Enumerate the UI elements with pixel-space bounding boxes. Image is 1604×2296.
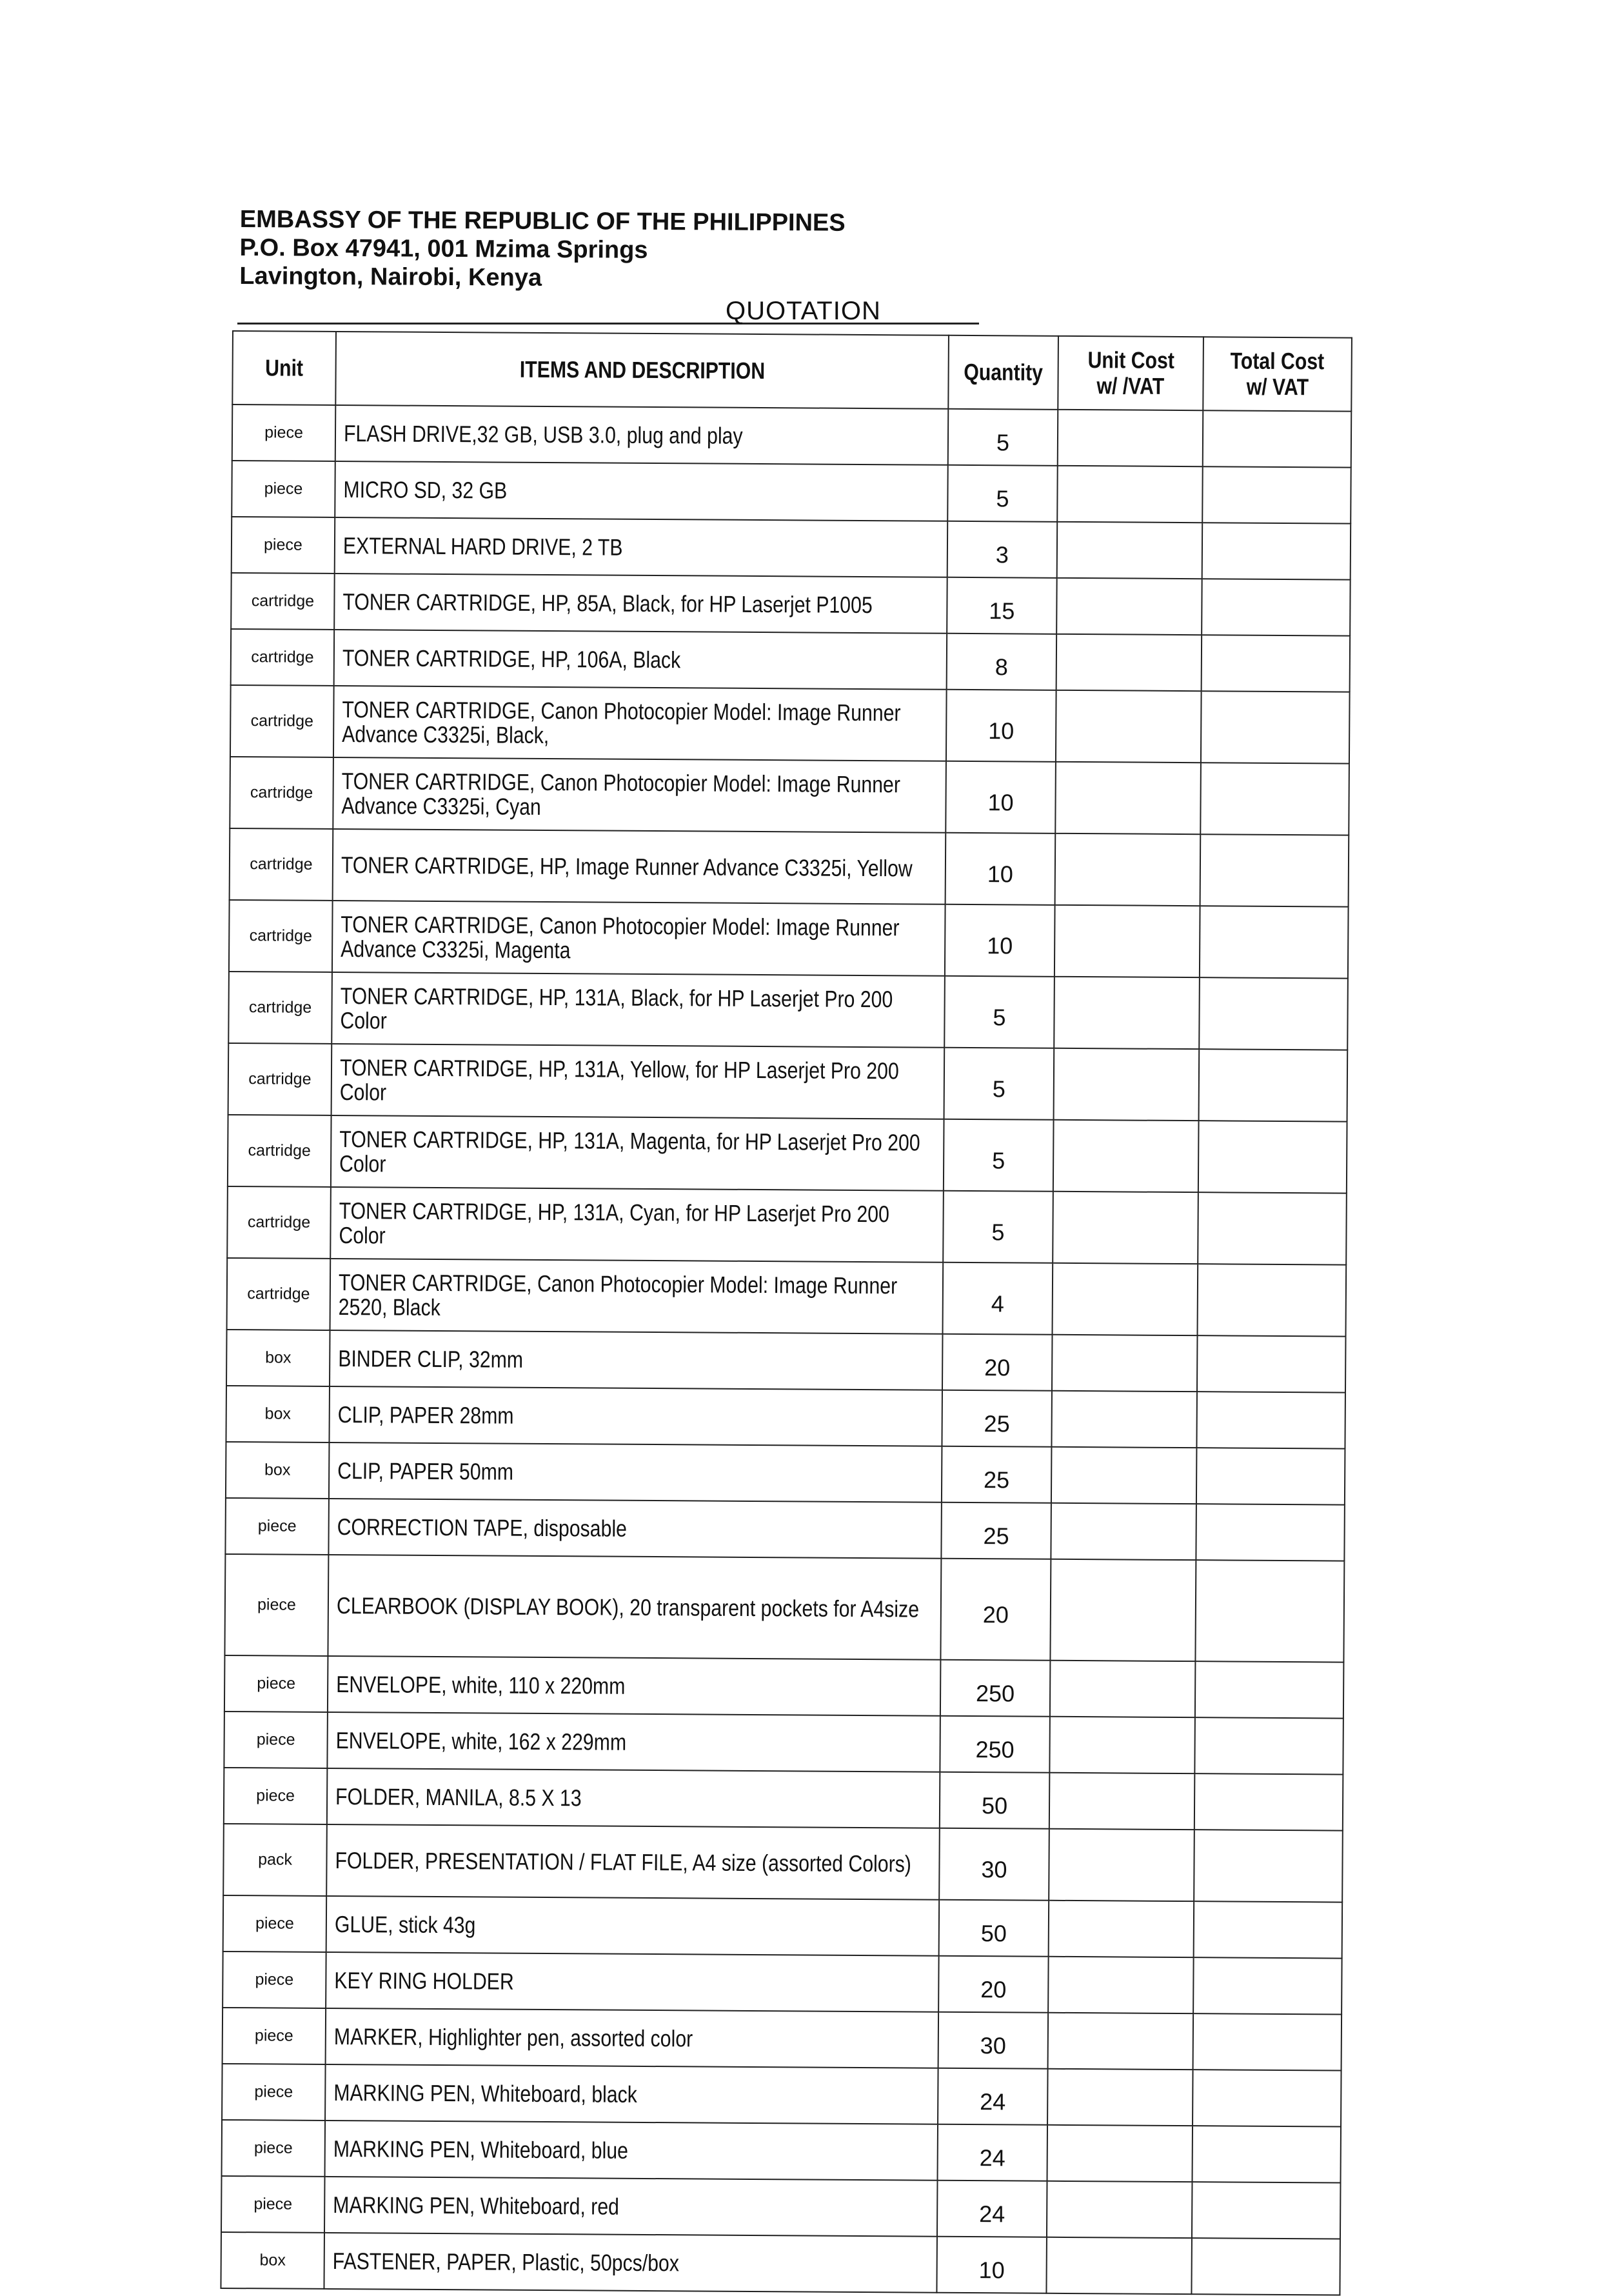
- unit-cost-cell: [1054, 977, 1200, 1049]
- quantity-cell: 25: [941, 1502, 1051, 1559]
- total-cost-cell: [1201, 691, 1350, 763]
- unit-cost-cell: [1056, 690, 1202, 763]
- unit-cost-cell: [1049, 1829, 1194, 1901]
- quotation-table: [220, 330, 1352, 2296]
- unit-cost-cell: [1053, 1120, 1199, 1192]
- item-description: CLIP, PAPER 50mm: [329, 1442, 942, 1502]
- total-cost-cell: [1195, 1661, 1344, 1718]
- column-header-total-cost: Total Cost w/ VAT: [1203, 337, 1352, 411]
- table-row: [227, 1186, 1347, 1265]
- quantity-cell: 24: [938, 2124, 1048, 2181]
- item-description: MARKING PEN, Whiteboard, red: [324, 2177, 938, 2237]
- unit-cost-cell: [1047, 2125, 1193, 2182]
- item-description: MICRO SD, 32 GB: [335, 461, 948, 521]
- total-cost-cell: [1196, 1448, 1345, 1504]
- table-row: [223, 1952, 1342, 2015]
- unit-cell: piece: [221, 2176, 325, 2233]
- table-row: [227, 1258, 1347, 1337]
- item-description: TONER CARTRIDGE, HP, 106A, Black: [334, 630, 947, 690]
- unit-cell: cartridge: [231, 573, 335, 630]
- quantity-cell: 24: [938, 2068, 1048, 2125]
- unit-cell: box: [221, 2232, 324, 2289]
- table-row: [228, 1043, 1348, 1122]
- unit-cost-cell: [1046, 2237, 1192, 2294]
- item-description: TONER CARTRIDGE, HP, Image Runner Advance C3325i, Yellow: [333, 829, 946, 904]
- unit-cost-cell: [1050, 1559, 1196, 1661]
- quantity-cell: 10: [945, 904, 1055, 977]
- column-header-quantity: Quantity: [948, 335, 1058, 410]
- total-cost-cell: [1193, 2070, 1342, 2126]
- page-title: QUOTATION: [726, 297, 881, 325]
- embassy-name: EMBASSY OF THE REPUBLIC OF THE PHILIPPINES: [239, 205, 846, 237]
- letterhead: [239, 205, 846, 294]
- item-description: EXTERNAL HARD DRIVE, 2 TB: [335, 517, 948, 577]
- total-cost-cell: [1198, 1264, 1347, 1336]
- table-row: [231, 629, 1350, 692]
- table-row: [222, 2120, 1341, 2183]
- unit-cell: piece: [232, 461, 335, 517]
- unit-cost-cell: [1048, 1957, 1194, 2013]
- unit-cost-cell: [1051, 1503, 1196, 1560]
- quantity-cell: 30: [939, 1828, 1049, 1901]
- quantity-cell: 15: [947, 577, 1057, 634]
- total-cost-cell: [1202, 579, 1351, 635]
- total-cost-cell: [1200, 763, 1349, 835]
- item-description: FASTENER, PAPER, Plastic, 50pcs/box: [324, 2233, 937, 2293]
- total-cost-cell: [1194, 1830, 1343, 1902]
- quantity-cell: 10: [936, 2237, 1047, 2293]
- unit-cell: piece: [222, 2064, 326, 2121]
- table-row: [226, 1442, 1345, 1505]
- item-description: TONER CARTRIDGE, HP, 131A, Magenta, for HP Laserjet Pro 200 Color: [331, 1115, 944, 1191]
- quantity-cell: 250: [940, 1716, 1050, 1773]
- unit-cell: piece: [232, 517, 335, 574]
- quantity-cell: 20: [942, 1334, 1053, 1391]
- table-row: [224, 1768, 1343, 1831]
- unit-cell: cartridge: [228, 972, 332, 1044]
- unit-cost-cell: [1049, 1717, 1195, 1773]
- total-cost-cell: [1202, 523, 1351, 579]
- unit-cell: piece: [224, 1712, 328, 1768]
- item-description: TONER CARTRIDGE, HP, 131A, Yellow, for HP Laserjet Pro 200 Color: [332, 1044, 945, 1119]
- unit-cell: cartridge: [228, 1115, 332, 1187]
- unit-cell: box: [226, 1442, 330, 1499]
- table-row: [231, 573, 1350, 636]
- embassy-po-box: P.O. Box 47941, 001 Mzima Springs: [239, 234, 648, 264]
- table-row: [232, 517, 1351, 580]
- table-row: [232, 404, 1351, 468]
- unit-cost-cell: [1054, 905, 1200, 977]
- quantity-cell: 3: [947, 521, 1058, 578]
- unit-cost-cell: [1056, 578, 1202, 635]
- quantity-cell: 10: [946, 690, 1056, 762]
- table-row: [229, 900, 1349, 979]
- unit-cell: piece: [224, 1768, 328, 1824]
- unit-cost-cell: [1055, 762, 1201, 834]
- quantity-cell: 5: [943, 1191, 1053, 1263]
- table-row: [225, 1498, 1344, 1561]
- unit-cost-cell: [1057, 522, 1203, 579]
- quantity-cell: 20: [940, 1559, 1051, 1661]
- item-description: TONER CARTRIDGE, HP, 131A, Black, for HP Laserjet Pro 200 Color: [332, 972, 945, 1048]
- quantity-cell: 10: [946, 761, 1056, 834]
- unit-cell: piece: [223, 2008, 326, 2064]
- item-description: CORRECTION TAPE, disposable: [328, 1499, 942, 1559]
- item-description: CLEARBOOK (DISPLAY BOOK), 20 transparent pockets for A4size: [328, 1555, 941, 1660]
- item-description: FOLDER, PRESENTATION / FLAT FILE, A4 size (assorted Colors): [326, 1824, 940, 1900]
- total-cost-cell: [1196, 1504, 1345, 1561]
- unit-cell: piece: [224, 1554, 328, 1656]
- total-cost-cell: [1194, 1773, 1343, 1830]
- unit-cell: cartridge: [230, 757, 333, 829]
- quantity-cell: 5: [948, 409, 1058, 466]
- item-description: MARKER, Highlighter pen, assorted color: [326, 2008, 939, 2068]
- table-row: [230, 757, 1349, 835]
- unit-cost-cell: [1047, 2069, 1193, 2126]
- unit-cell: cartridge: [228, 1043, 332, 1115]
- quantity-cell: 5: [944, 1119, 1054, 1192]
- unit-cell: cartridge: [230, 685, 334, 757]
- quantity-cell: 50: [939, 1900, 1049, 1957]
- table-row: [223, 1895, 1342, 1959]
- unit-cell: piece: [225, 1498, 329, 1555]
- total-cost-cell: [1200, 834, 1349, 906]
- unit-cost-cell: [1049, 1773, 1195, 1830]
- item-description: MARKING PEN, Whiteboard, black: [325, 2064, 938, 2124]
- unit-cost-cell: [1053, 1192, 1198, 1264]
- item-description: KEY RING HOLDER: [326, 1952, 939, 2012]
- total-cost-cell: [1202, 466, 1351, 523]
- total-cost-cell: [1192, 2182, 1341, 2239]
- unit-cost-cell: [1050, 1661, 1196, 1717]
- unit-cost-cell: [1047, 2181, 1193, 2238]
- quantity-cell: 5: [944, 1048, 1054, 1120]
- unit-cost-cell: [1057, 466, 1203, 523]
- unit-cost-cell: [1051, 1391, 1197, 1448]
- unit-cost-cell: [1056, 634, 1202, 691]
- item-description: TONER CARTRIDGE, Canon Photocopier Model: Image Runner Advance C3325i, Magenta: [332, 901, 946, 976]
- quantity-cell: 10: [946, 833, 1056, 905]
- unit-cost-cell: [1058, 410, 1203, 466]
- table-row: [221, 2232, 1340, 2295]
- item-description: MARKING PEN, Whiteboard, blue: [325, 2121, 938, 2181]
- unit-cell: pack: [223, 1824, 327, 1896]
- item-description: ENVELOPE, white, 110 x 220mm: [328, 1656, 941, 1716]
- item-description: FLASH DRIVE,32 GB, USB 3.0, plug and play: [335, 405, 949, 465]
- item-description: BINDER CLIP, 32mm: [330, 1330, 943, 1390]
- unit-cell: cartridge: [229, 900, 333, 972]
- quantity-cell: 20: [938, 1956, 1049, 2013]
- unit-cell: piece: [223, 1895, 327, 1952]
- unit-cost-cell: [1048, 2013, 1194, 2070]
- quantity-cell: 4: [943, 1263, 1053, 1335]
- unit-cell: box: [226, 1386, 330, 1442]
- unit-cell: piece: [223, 1952, 326, 2008]
- item-description: CLIP, PAPER 28mm: [329, 1386, 942, 1446]
- item-description: ENVELOPE, white, 162 x 229mm: [327, 1712, 940, 1772]
- total-cost-cell: [1197, 1335, 1346, 1392]
- unit-cost-cell: [1054, 1048, 1200, 1121]
- table-row: [224, 1554, 1344, 1662]
- column-header-items: ITEMS AND DESCRIPTION: [335, 332, 949, 409]
- table-row: [223, 2008, 1342, 2071]
- table-row: [230, 828, 1349, 907]
- table-row: [232, 461, 1351, 524]
- column-header-unit-cost: Unit Cost w/ /VAT: [1058, 336, 1203, 410]
- item-description: TONER CARTRIDGE, Canon Photocopier Model: Image Runner Advance C3325i, Black,: [333, 686, 947, 761]
- table-header-row: [232, 331, 1352, 412]
- table-row: [228, 972, 1348, 1050]
- total-cost-cell: [1199, 1049, 1348, 1121]
- quantity-cell: 25: [942, 1446, 1052, 1503]
- total-cost-cell: [1203, 410, 1352, 467]
- total-cost-cell: [1193, 2013, 1342, 2070]
- unit-cell: piece: [224, 1655, 328, 1712]
- embassy-location: Lavington, Nairobi, Kenya: [239, 262, 542, 292]
- total-cost-cell: [1194, 1901, 1343, 1958]
- table-row: [222, 2064, 1341, 2127]
- total-cost-cell: [1191, 2238, 1340, 2295]
- quantity-cell: 8: [947, 634, 1057, 690]
- unit-cell: cartridge: [227, 1258, 331, 1330]
- table-row: [226, 1330, 1345, 1393]
- quantity-cell: 5: [947, 465, 1058, 522]
- quantity-cell: 250: [940, 1660, 1051, 1717]
- unit-cell: cartridge: [230, 828, 333, 901]
- quantity-cell: 24: [937, 2181, 1047, 2237]
- unit-cell: box: [226, 1330, 330, 1386]
- quantity-cell: 25: [942, 1390, 1052, 1447]
- total-cost-cell: [1202, 635, 1351, 692]
- item-description: GLUE, stick 43g: [326, 1896, 940, 1956]
- unit-cost-cell: [1053, 1263, 1198, 1335]
- total-cost-cell: [1194, 1717, 1343, 1774]
- unit-cell: piece: [222, 2120, 326, 2177]
- unit-cost-cell: [1051, 1447, 1197, 1504]
- total-cost-cell: [1195, 1560, 1344, 1662]
- table-body: [221, 404, 1351, 2295]
- table-row: [224, 1712, 1343, 1775]
- total-cost-cell: [1193, 1957, 1342, 2014]
- unit-cell: piece: [232, 404, 336, 461]
- total-cost-cell: [1200, 906, 1349, 978]
- unit-cell: cartridge: [227, 1186, 331, 1259]
- table-row: [230, 685, 1350, 764]
- total-cost-cell: [1198, 1121, 1347, 1193]
- unit-cost-cell: [1052, 1335, 1198, 1392]
- column-header-unit: Unit: [232, 331, 336, 405]
- total-cost-cell: [1198, 1192, 1347, 1264]
- total-cost-cell: [1192, 2126, 1341, 2182]
- item-description: TONER CARTRIDGE, HP, 131A, Cyan, for HP Laserjet Pro 200 Color: [330, 1187, 944, 1263]
- total-cost-cell: [1199, 977, 1348, 1050]
- quantity-cell: 5: [944, 976, 1054, 1048]
- quantity-cell: 50: [940, 1772, 1050, 1829]
- total-cost-cell: [1196, 1392, 1345, 1448]
- table-row: [223, 1824, 1343, 1902]
- item-description: TONER CARTRIDGE, Canon Photocopier Model: Image Runner 2520, Black: [330, 1259, 944, 1334]
- table-row: [224, 1655, 1343, 1719]
- quantity-cell: 30: [938, 2012, 1049, 2069]
- unit-cost-cell: [1049, 1901, 1194, 1957]
- unit-cost-cell: [1055, 834, 1201, 906]
- item-description: TONER CARTRIDGE, Canon Photocopier Model: Image Runner Advance C3325i, Cyan: [333, 757, 946, 833]
- unit-cell: cartridge: [231, 629, 335, 686]
- table-row: [228, 1115, 1347, 1193]
- table-row: [226, 1386, 1345, 1449]
- table-row: [221, 2176, 1340, 2239]
- item-description: FOLDER, MANILA, 8.5 X 13: [327, 1768, 940, 1828]
- item-description: TONER CARTRIDGE, HP, 85A, Black, for HP Laserjet P1005: [334, 574, 947, 634]
- quotation-sheet: [220, 330, 1351, 2296]
